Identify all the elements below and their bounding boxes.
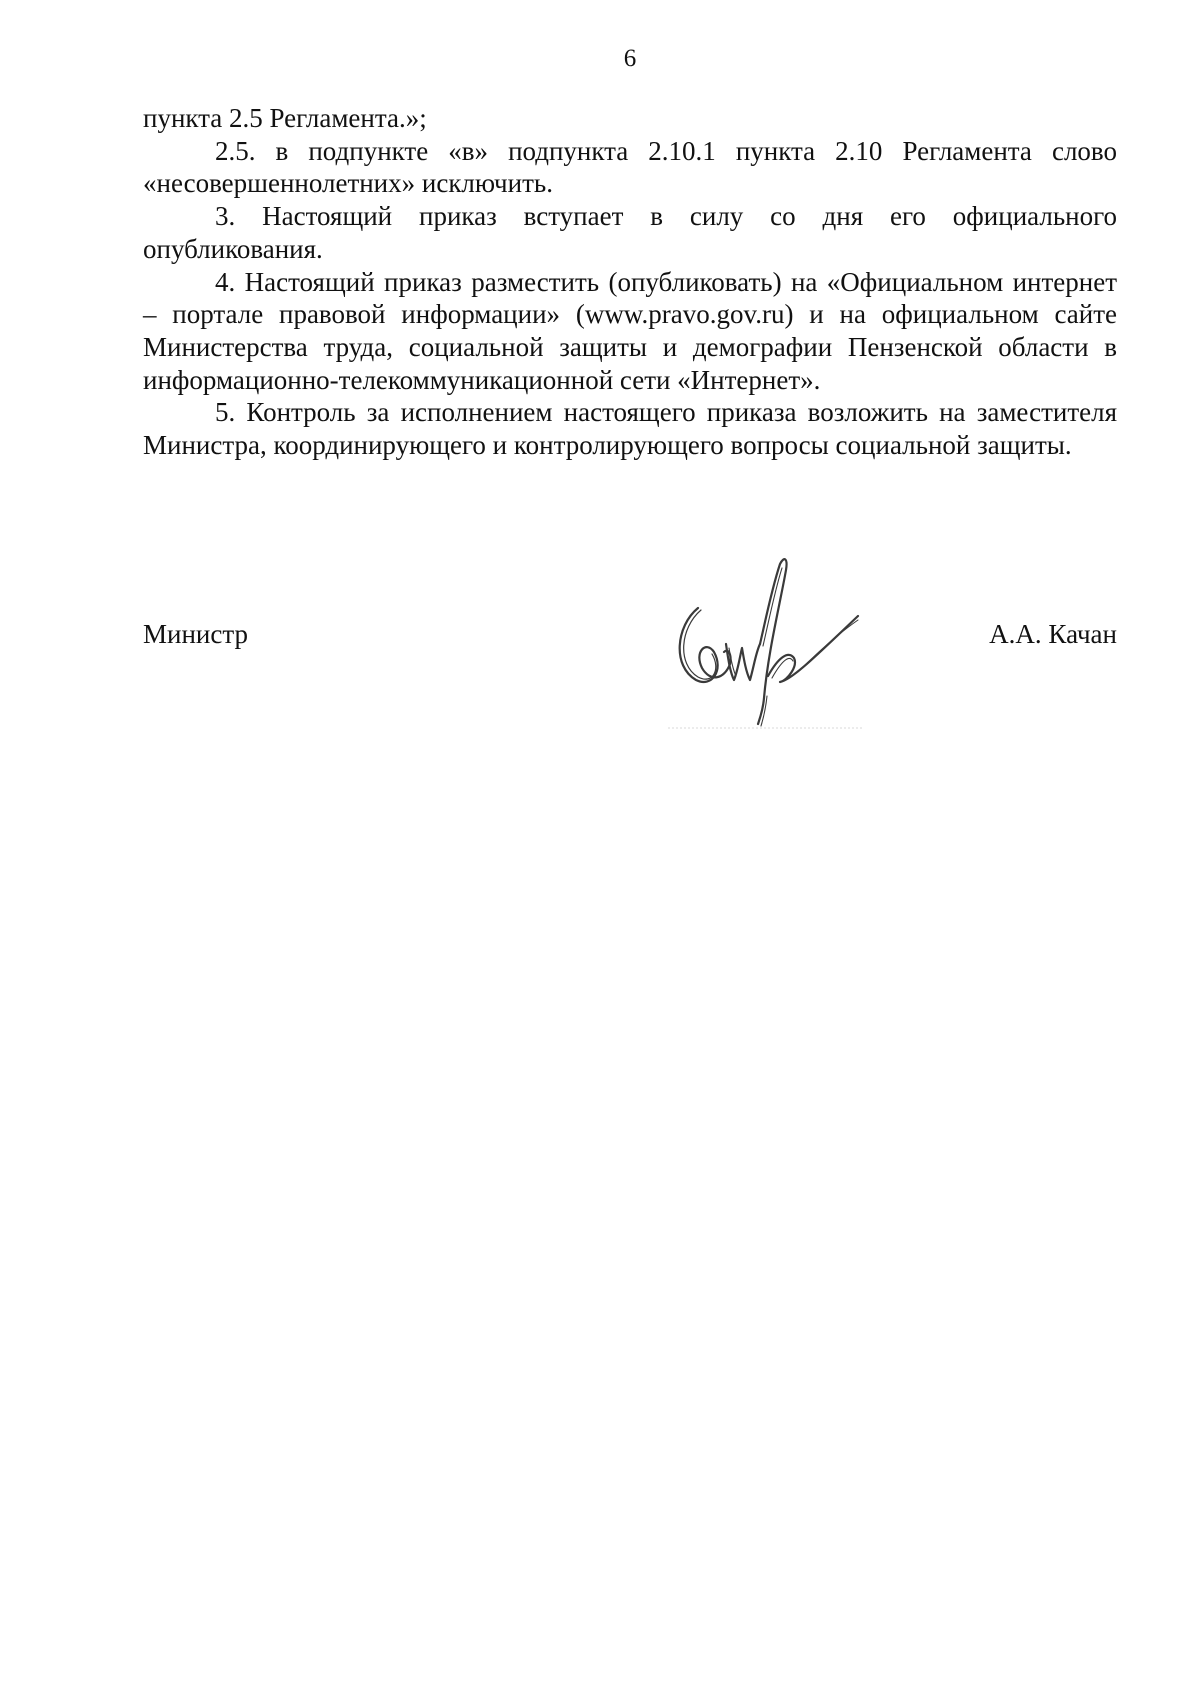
signatory-title: Министр <box>143 619 248 649</box>
paragraph-item-5: 5. Контроль за исполнением настоящего приказа возложить на заместителя Министра, координирующего и контролирующего вопросы социальной защиты. <box>143 397 1117 461</box>
handwritten-signature-icon <box>668 548 864 734</box>
document-body <box>143 102 1117 462</box>
paragraph-item-3: 3. Настоящий приказ вступает в силу со дня его официального опубликования. <box>143 201 1117 264</box>
paragraph-continuation: пункта 2.5 Регламента.»; <box>143 103 427 133</box>
paragraph-item-2-5: 2.5. в подпункте «в» подпункта 2.10.1 пункта 2.10 Регламента слово «несовершеннолетних» исключить. <box>143 135 1117 199</box>
signatory-name: А.А. Качан <box>989 619 1117 649</box>
paragraph-item-4: 4. Настоящий приказ разместить (опубликовать) на «Официальном интернет – портале правовой информации» (www.pravo.gov.ru) и на официальном сайте Министерства труда, социальной защиты и демографии Пензенской области в информационно-телекоммуникационной сети «Интернет». <box>143 266 1117 395</box>
signature-block <box>143 618 1117 658</box>
page-number: 6 <box>623 45 637 72</box>
